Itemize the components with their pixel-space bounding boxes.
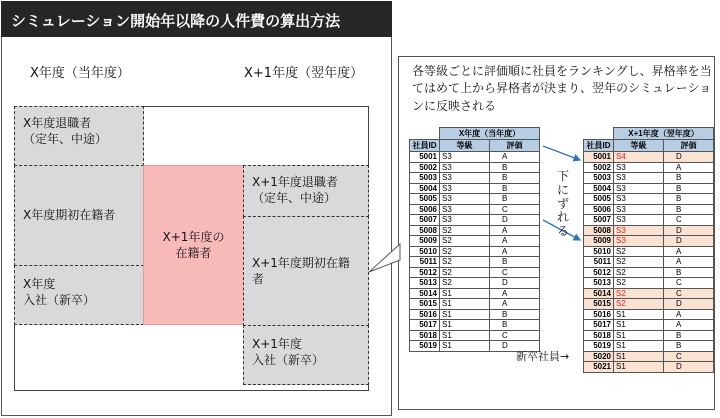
grade-cell: S1 [614,330,664,341]
header-current-year: X年度（当年度） [30,66,130,81]
rating-cell: A [490,299,540,310]
x-hires-box [14,265,144,325]
rating-cell: B [664,194,714,205]
grade-cell: S2 [614,288,664,299]
employee-id-cell: 5012 [584,267,614,278]
rating-cell: B [490,194,540,205]
table-row [584,194,714,205]
col-header-grade: 等級 [440,140,490,152]
grade-cell: S1 [614,351,664,362]
grade-cell: S2 [440,257,490,268]
table-row [410,330,540,341]
rating-cell: C [664,288,714,299]
table-row [410,246,540,257]
rating-cell: D [664,362,714,373]
table-row [584,246,714,257]
employee-id-cell: 5003 [410,173,440,184]
x1-retirees-label: X+1年度退職者 [252,175,338,189]
table-row [584,278,714,289]
employee-id-cell: 5015 [584,299,614,310]
table-row [584,152,714,163]
col-header-rating: 評価 [664,140,714,152]
table-row [410,173,540,184]
employee-id-cell: 5005 [584,194,614,205]
grade-cell: S2 [614,246,664,257]
table-row [410,183,540,194]
table-row [584,267,714,278]
employee-id-cell: 5020 [584,351,614,362]
employee-id-cell: 5017 [584,320,614,331]
employee-id-cell: 5011 [410,257,440,268]
table-row [584,215,714,226]
table-row [410,257,540,268]
x-beginning-box [14,165,144,266]
table-row [410,320,540,331]
table-row [584,362,714,373]
grade-cell: S4 [614,152,664,163]
employee-id-cell: 5009 [584,236,614,247]
x1-retirees-sub: （定年、中途） [252,191,337,206]
current-year-table-caption: X年度（当年度） [440,128,540,140]
employee-id-cell: 5019 [410,341,440,352]
rating-cell: B [490,183,540,194]
grade-cell: S2 [440,278,490,289]
table-row [584,236,714,247]
rating-cell: D [490,341,540,352]
table-row [584,162,714,173]
callout-pointer [360,240,402,280]
employee-id-cell: 5004 [410,183,440,194]
employee-id-cell: 5017 [410,320,440,331]
rating-cell: C [664,215,714,226]
table-row [584,351,714,362]
rating-cell: C [490,267,540,278]
rating-cell: A [490,236,540,247]
rating-cell: C [664,278,714,289]
x1-hires-sub: 入社（新卒） [252,353,325,368]
grade-cell: S3 [614,215,664,226]
table-row [410,299,540,310]
x-hires-label: X年度 [23,277,56,291]
rating-cell: D [490,215,540,226]
table-row [584,257,714,268]
table-row [584,320,714,331]
grade-cell: S2 [440,246,490,257]
table-row [410,225,540,236]
col-header-id: 社員ID [584,140,614,152]
rating-cell: A [490,152,540,163]
rating-cell: B [490,162,540,173]
grade-cell: S3 [614,183,664,194]
grade-cell: S2 [614,299,664,310]
rating-cell: A [664,257,714,268]
employee-id-cell: 5013 [584,278,614,289]
x1-employees-label: X+1年度の [162,229,225,244]
employee-id-cell: 5010 [584,246,614,257]
employee-id-cell: 5011 [584,257,614,268]
employee-id-cell: 5014 [584,288,614,299]
grade-cell: S1 [440,288,490,299]
grade-cell: S2 [614,267,664,278]
table-row [584,204,714,215]
employee-id-cell: 5004 [584,183,614,194]
grade-cell: S3 [440,152,490,163]
callout-text: 各等級ごとに評価順に社員をランキングし、昇格率を当てはめて上から昇格者が決まり、翌年のシミュレーションに反映される [412,64,712,113]
rating-cell: B [490,320,540,331]
header-next-year: X+1年度（翌年度） [244,66,364,81]
x-retirees-box [14,106,144,166]
col-header-id: 社員ID [410,140,440,152]
employee-id-cell: 5016 [410,309,440,320]
employee-id-cell: 5006 [410,204,440,215]
table-row [410,204,540,215]
rating-cell: B [664,183,714,194]
grade-cell: S1 [614,320,664,331]
rating-cell: D [664,225,714,236]
employee-id-cell: 5018 [410,330,440,341]
x1-retirees-box [243,165,369,217]
table-row [410,152,540,163]
grade-cell: S3 [440,162,490,173]
table-row [584,341,714,352]
grade-cell: S2 [440,236,490,247]
rating-cell: D [664,236,714,247]
table-row [410,309,540,320]
x1-employees-box [143,165,244,325]
grade-cell: S3 [614,173,664,184]
grade-cell: S2 [440,267,490,278]
table-row [584,173,714,184]
x1-employees-sub: 在籍者 [175,246,212,260]
table-row [584,330,714,341]
employee-id-cell: 5001 [584,152,614,163]
grade-cell: S3 [440,194,490,205]
x1-hires-box [243,325,369,385]
grade-cell: S2 [614,257,664,268]
rating-cell: B [664,267,714,278]
table-row [584,309,714,320]
table-row [410,267,540,278]
rating-cell: B [490,257,540,268]
rating-cell: B [490,309,540,320]
grade-cell: S1 [614,362,664,373]
rating-cell: A [664,246,714,257]
grade-cell: S1 [440,330,490,341]
rating-cell: A [664,162,714,173]
grade-cell: S3 [440,215,490,226]
x-hires-sub: 入社（新卒） [23,293,96,308]
employee-id-cell: 5010 [410,246,440,257]
rating-cell: D [664,152,714,163]
table-row [410,236,540,247]
grade-cell: S3 [614,225,664,236]
employee-id-cell: 5012 [410,267,440,278]
grade-cell: S3 [614,162,664,173]
grade-cell: S2 [440,225,490,236]
table-row [410,288,540,299]
employee-id-cell: 5015 [410,299,440,310]
rating-cell: A [664,309,714,320]
rating-cell: C [664,351,714,362]
x-beginning-label: X年度期初在籍者 [23,208,116,223]
rating-cell: A [490,246,540,257]
col-header-rating: 評価 [490,140,540,152]
rating-cell: B [664,330,714,341]
rating-cell: B [490,173,540,184]
rating-cell: A [490,225,540,236]
rating-cell: B [664,173,714,184]
table-row [584,288,714,299]
current-year-table [409,127,540,352]
grade-cell: S1 [440,309,490,320]
table-row [410,278,540,289]
grade-cell: S3 [614,204,664,215]
employee-id-cell: 5021 [584,362,614,373]
col-header-grade: 等級 [614,140,664,152]
table-row [410,162,540,173]
table-row [584,225,714,236]
grade-cell: S1 [614,341,664,352]
grade-cell: S3 [440,173,490,184]
rating-cell: C [490,330,540,341]
employee-id-cell: 5018 [584,330,614,341]
rating-cell: B [664,204,714,215]
employee-id-cell: 5019 [584,341,614,352]
employee-id-cell: 5007 [584,215,614,226]
new-grad-note: 新卒社員→ [516,350,570,363]
employee-id-cell: 5016 [584,309,614,320]
employee-id-cell: 5001 [410,152,440,163]
employee-id-cell: 5002 [584,162,614,173]
shift-arrow-top [543,146,580,160]
grade-cell: S3 [614,194,664,205]
next-year-table [583,127,714,373]
employee-id-cell: 5003 [584,173,614,184]
rating-cell: A [664,320,714,331]
next-year-table-caption: X+1年度（翌年度） [614,128,714,140]
employee-id-cell: 5013 [410,278,440,289]
employee-id-cell: 5014 [410,288,440,299]
page-title: シミュレーション開始年以降の人件費の算出方法 [1,1,392,37]
rating-cell: C [490,204,540,215]
rating-cell: D [664,299,714,310]
table-row [410,194,540,205]
table-row [584,183,714,194]
rating-cell: A [490,288,540,299]
employee-id-cell: 5005 [410,194,440,205]
grade-cell: S3 [440,183,490,194]
grade-cell: S2 [614,278,664,289]
table-row [584,299,714,310]
x1-beginning-box [243,216,369,326]
employee-id-cell: 5007 [410,215,440,226]
employee-id-cell: 5006 [584,204,614,215]
x-retirees-label: X年度退職者 [23,116,92,130]
grade-cell: S1 [440,341,490,352]
x-retirees-sub: （定年、中途） [23,132,108,147]
x1-hires-label: X+1年度 [252,337,302,351]
table-row [410,215,540,226]
employee-id-cell: 5009 [410,236,440,247]
rating-cell: B [664,341,714,352]
grade-cell: S1 [440,320,490,331]
grade-cell: S1 [614,309,664,320]
shift-note: 下にずれる [557,169,570,239]
employee-id-cell: 5008 [410,225,440,236]
grade-cell: S3 [440,204,490,215]
grade-cell: S1 [440,299,490,310]
x1-beginning-label: X+1年度期初在籍者 [252,255,350,286]
employee-id-cell: 5002 [410,162,440,173]
employee-id-cell: 5008 [584,225,614,236]
grade-cell: S3 [614,236,664,247]
rating-cell: D [490,278,540,289]
